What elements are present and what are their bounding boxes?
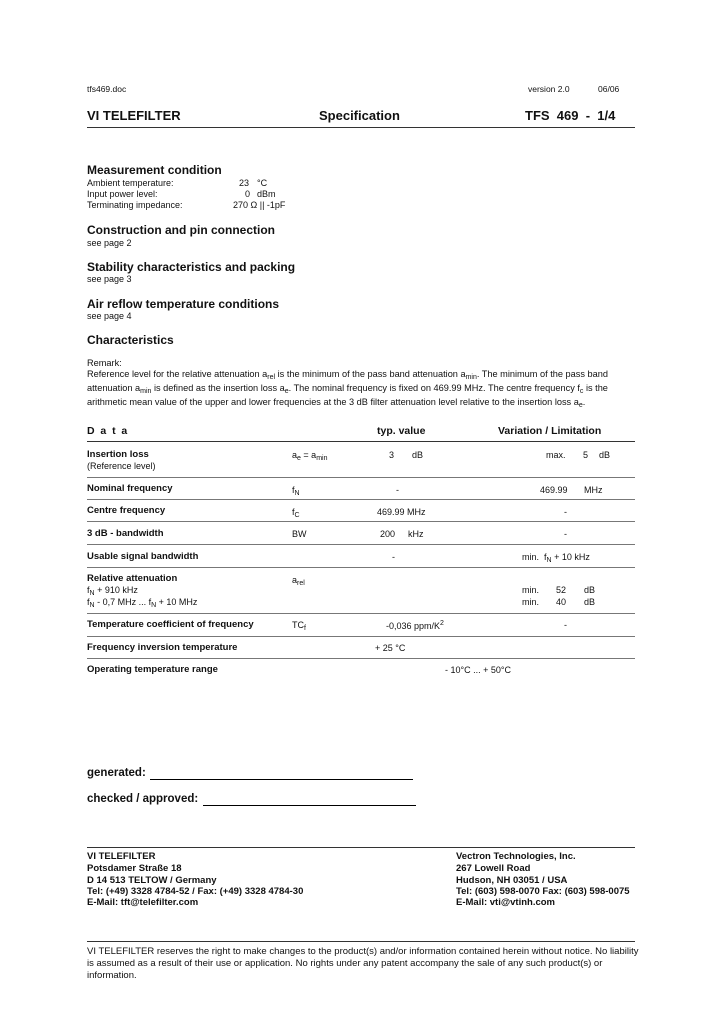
- measurement-value: 270 Ω || -1pF: [233, 200, 286, 210]
- remark-block: [87, 358, 639, 411]
- row-divider: [87, 636, 635, 637]
- header-company: VI TELEFILTER: [87, 108, 181, 123]
- row-divider: [87, 477, 635, 478]
- attenuation-condition: $f_N + 910$ kHz: [87, 585, 138, 597]
- limit-value: 40: [556, 597, 567, 607]
- limit-prefix: min.: [522, 585, 540, 595]
- header-date: 06/06: [598, 84, 620, 94]
- characteristics-title: Characteristics: [87, 333, 174, 347]
- typ-value: 469.99 MHz: [377, 507, 426, 517]
- table-col-variation: Variation / Limitation: [498, 425, 602, 437]
- measurement-label: Input power level:: [87, 189, 158, 199]
- section-ref: see page 4: [87, 311, 132, 321]
- header-doc-type: Specification: [319, 108, 400, 123]
- section-title: Construction and pin connection: [87, 223, 275, 237]
- footer-right-line: Vectron Technologies, Inc.: [456, 851, 576, 862]
- table-col-data: D a t a: [87, 425, 128, 437]
- disclaimer-rule: [87, 941, 635, 942]
- disclaimer-text: VI TELEFILTER reserves the right to make changes to the product(s) and/or information contained herein without notice. No liability is assumed as a result of their use or application. No rights under any patent accompany the sale of any such product(s) or information.: [87, 946, 639, 981]
- measurement-title: Measurement condition: [87, 163, 222, 177]
- checked-label: checked / approved:: [87, 793, 199, 805]
- section-title: Stability characteristics and packing: [87, 260, 296, 274]
- footer-right-line: Tel: (603) 598-0070 Fax: (603) 598-0075: [456, 886, 630, 897]
- symbol-relative-attenuation: $a_{rel}$: [292, 575, 305, 587]
- row-label-bandwidth: 3 dB - bandwidth: [87, 528, 164, 539]
- limit-value: 469.99: [540, 485, 568, 495]
- typ-value: 200: [380, 529, 396, 539]
- table-header-rule: [87, 441, 635, 442]
- limit-unit: dB: [584, 597, 596, 607]
- section-ref: see page 3: [87, 274, 132, 284]
- footer-right-line: 267 Lowell Road: [456, 863, 531, 874]
- measurement-unit: °C: [257, 178, 268, 188]
- limit-value: -: [564, 529, 567, 539]
- footer-left-line: VI TELEFILTER: [87, 851, 156, 862]
- limit-value: -: [564, 620, 567, 630]
- header-filename: tfs469.doc: [87, 84, 127, 94]
- table-col-typ: typ. value: [377, 425, 426, 437]
- symbol-insertion-loss: $a_e = a_{min}$: [292, 450, 328, 462]
- symbol-centre-frequency: $f_C$: [292, 507, 300, 519]
- row-divider: [87, 658, 635, 659]
- typ-value: + 25 °C: [375, 643, 406, 653]
- footer-left-line: Tel: (+49) 3328 4784-52 / Fax: (+49) 3328 4784-30: [87, 886, 304, 897]
- measurement-unit: dBm: [257, 189, 276, 199]
- footer-right-line: Hudson, NH 03051 / USA: [456, 875, 568, 886]
- typ-value: - 10°C ... + 50°C: [445, 665, 511, 675]
- limit-value: min. $f_N + 10$ kHz: [522, 552, 590, 564]
- typ-unit: dB: [412, 450, 424, 460]
- typ-value: 3: [389, 450, 395, 460]
- measurement-label: Terminating impedance:: [87, 200, 183, 210]
- row-label-centre-frequency: Centre frequency: [87, 505, 166, 516]
- attenuation-condition: $f_N - 0,7$ MHz ... $f_N + 10$ MHz: [87, 597, 198, 609]
- row-label-inversion-temp: Frequency inversion temperature: [87, 642, 238, 653]
- header-rule: [87, 127, 635, 128]
- limit-unit: dB: [584, 585, 596, 595]
- generated-label: generated:: [87, 767, 146, 779]
- limit-value: -: [564, 507, 567, 517]
- row-divider: [87, 499, 635, 500]
- footer-right-email[interactable]: E-Mail: vti@vtinh.com: [456, 897, 555, 908]
- limit-value: 52: [556, 585, 567, 595]
- footer-left-email[interactable]: E-Mail: tft@telefilter.com: [87, 897, 199, 908]
- measurement-value: 0: [245, 189, 251, 199]
- limit-value: 5: [583, 450, 589, 460]
- measurement-value: 23: [239, 178, 250, 188]
- section-title: Air reflow temperature conditions: [87, 297, 280, 311]
- row-label-relative-attenuation: Relative attenuation: [87, 573, 178, 584]
- header-part-number: TFS 469 - 1/4: [525, 108, 616, 123]
- typ-value: -: [396, 485, 399, 495]
- typ-value: -0,036 ppm/$K^2$: [386, 620, 444, 631]
- footer-left-line: D 14 513 TELTOW / Germany: [87, 875, 217, 886]
- header-version: version 2.0: [528, 84, 570, 94]
- row-label-usable-bandwidth: Usable signal bandwidth: [87, 551, 199, 562]
- remark-label: Remark:: [87, 358, 122, 368]
- checked-signature-line[interactable]: [203, 805, 416, 806]
- typ-unit: kHz: [408, 529, 424, 539]
- generated-signature-line[interactable]: [150, 779, 413, 780]
- limit-prefix: max.: [546, 450, 566, 460]
- measurement-label: Ambient temperature:: [87, 178, 174, 188]
- row-label-insertion-loss: Insertion loss: [87, 449, 149, 460]
- limit-prefix: min.: [522, 597, 540, 607]
- limit-unit: MHz: [584, 485, 603, 495]
- row-divider: [87, 613, 635, 614]
- row-sublabel-reference: (Reference level): [87, 461, 156, 471]
- footer-left-line: Potsdamer Straße 18: [87, 863, 182, 874]
- row-label-nominal-frequency: Nominal frequency: [87, 483, 173, 494]
- row-label-temp-coefficient: Temperature coefficient of frequency: [87, 619, 254, 630]
- symbol-temp-coefficient: $TC_f$: [292, 620, 306, 632]
- limit-unit: dB: [599, 450, 611, 460]
- symbol-nominal-frequency: $f_N$: [292, 485, 300, 497]
- section-ref: see page 2: [87, 238, 132, 248]
- row-divider: [87, 521, 635, 522]
- symbol-bandwidth: BW: [292, 529, 307, 539]
- footer-rule: [87, 847, 635, 848]
- row-divider: [87, 544, 635, 545]
- remark-text: Reference level for the relative attenuation $a_{rel}$ is the minimum of the pass band attenuation $a_{min}$. The minimum of the pass band attenuation $a_{min}$ is defined as the insertion loss $a_e$. The nominal frequency is fixed on 469.99 MHz. The centre frequency $f_c$ is the arithmetic mean value of the upper and lower frequencies at the 3 dB filter attenuation level relative to the insertion loss $a_e$.: [87, 369, 608, 409]
- row-label-operating-range: Operating temperature range: [87, 664, 218, 675]
- row-divider: [87, 567, 635, 568]
- typ-value: -: [392, 552, 395, 562]
